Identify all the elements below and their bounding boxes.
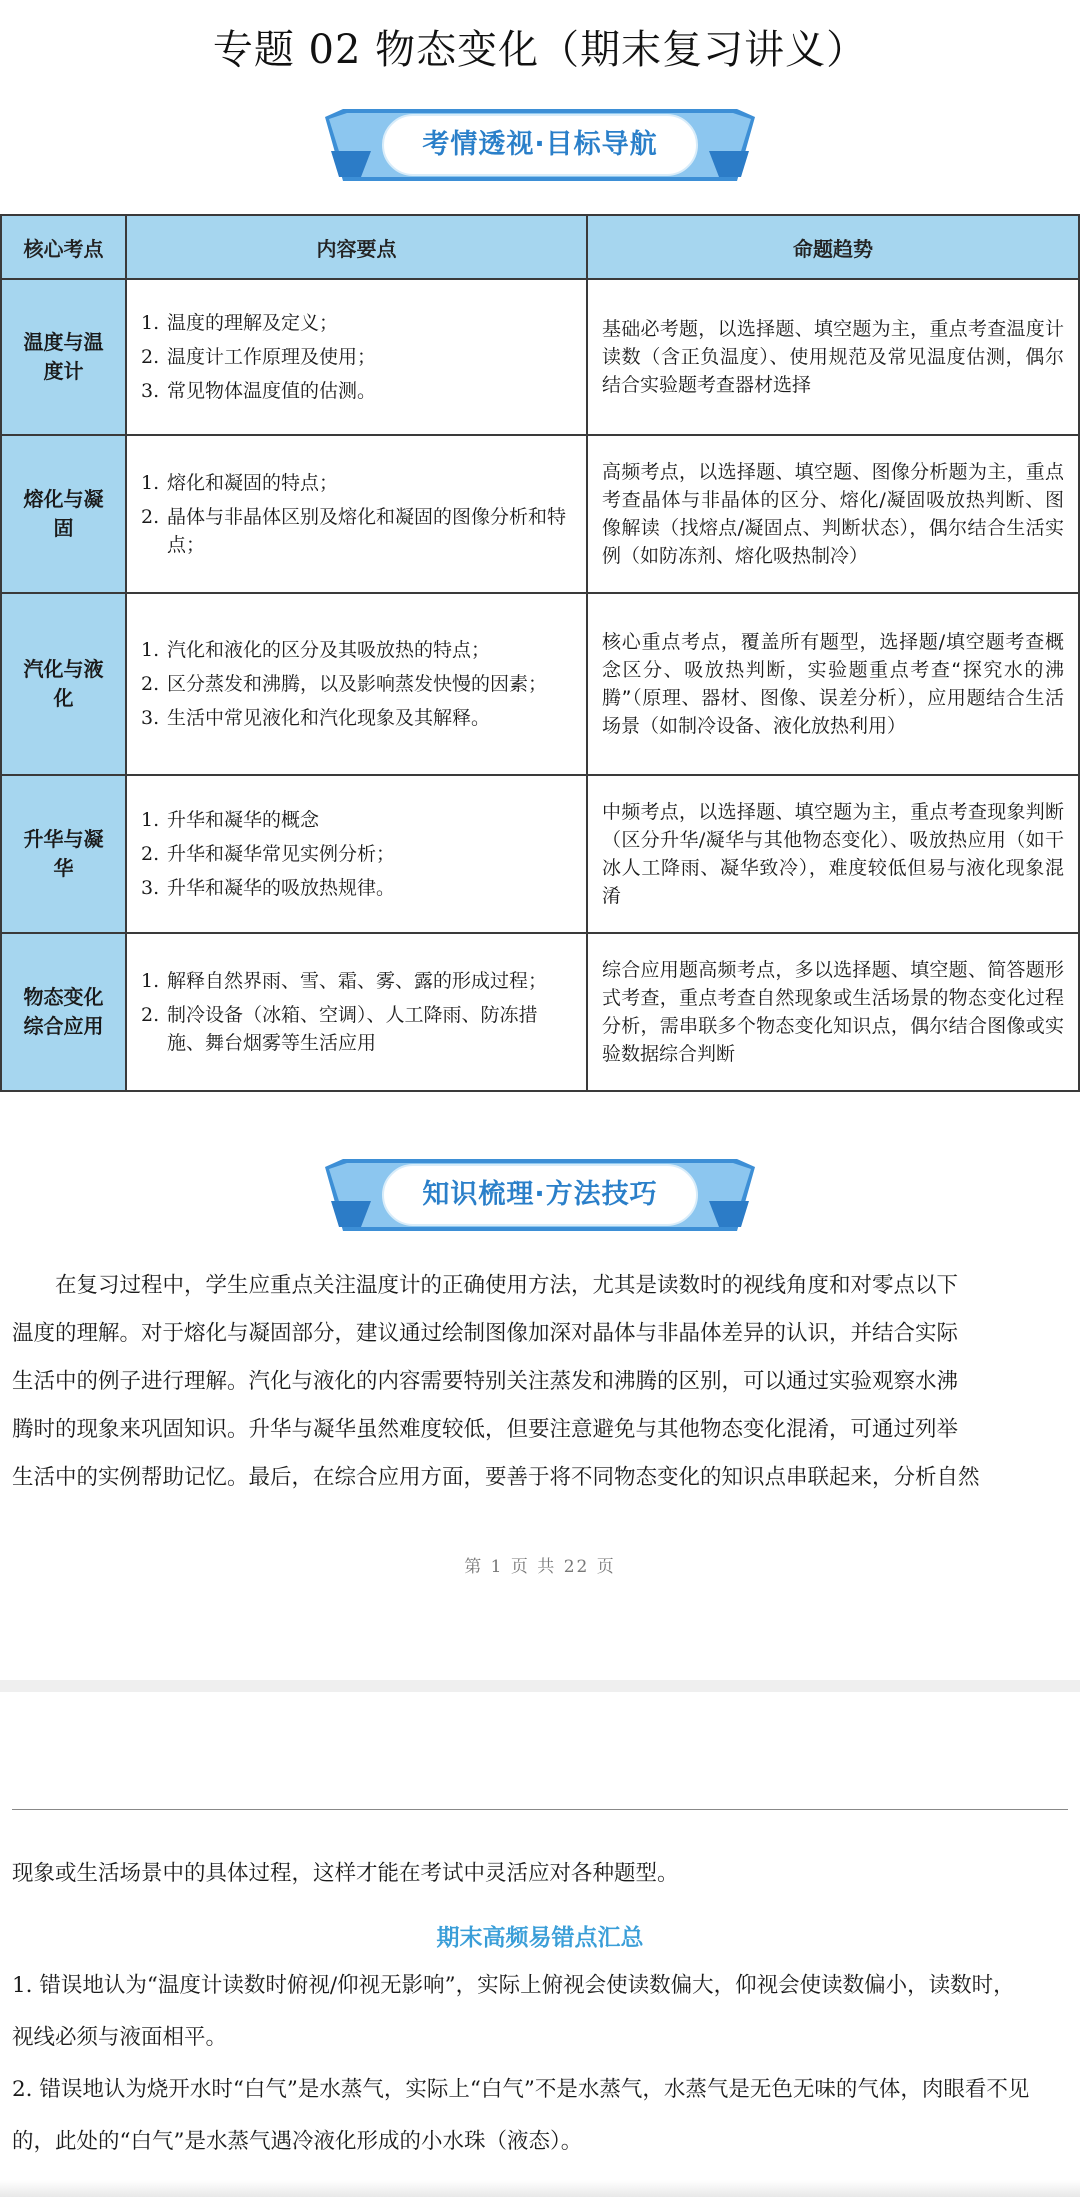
error-line: 2. 错误地认为烧开水时“白气”是水蒸气，实际上“白气”不是水蒸气，水蒸气是无色无味的气体，肉眼看不见 [12,2077,1030,2102]
page-separator [0,1680,1080,1692]
error-line: 视线必须与液面相平。 [12,2025,228,2050]
column-header-content-points: 内容要点 [126,215,587,279]
point-item: 2. 晶体与非晶体区别及熔化和凝固的图像分析和特点； [141,506,567,556]
document-page-2 [0,1692,1080,2197]
row-trend: 综合应用题高频考点，多以选择题、填空题、简答题形式考查，重点考查自然现象或生活场景的物态变化过程分析，需串联多个物态变化知识点，偶尔结合图像或实验数据综合判断 [587,933,1079,1091]
point-item: 1. 解释自然界雨、雪、霜、雾、露的形成过程； [141,970,548,992]
column-header-core-topic: 核心考点 [1,215,126,279]
point-item: 1. 温度的理解及定义； [141,312,339,334]
row-topic: 汽化与液化 [1,593,126,775]
scroll-fade [0,2180,1080,2197]
error-list [12,1960,1070,2197]
point-item: 2. 升华和凝华常见实例分析； [141,843,396,865]
point-item: 3. 常见物体温度值的估测。 [141,380,377,402]
section-title-common-errors: 期末高频易错点汇总 [436,1925,644,1951]
point-item: 2. 温度计工作原理及使用； [141,346,377,368]
table-header-row [1,215,1079,279]
paragraph-line: 生活中的例子进行理解。汽化与液化的内容需要特别关注蒸发和沸腾的区别，可以通过实验观察水沸 [12,1369,959,1394]
table-row [1,775,1079,933]
row-trend: 基础必考题，以选择题、填空题为主，重点考查温度计读数（含正负温度）、使用规范及常见温度估测，偶尔结合实验题考查器材选择 [587,279,1079,435]
row-points [126,435,587,593]
row-points [126,593,587,775]
point-item: 3. 升华和凝华的吸放热规律。 [141,877,396,899]
continuation-text: 现象或生活场景中的具体过程，这样才能在考试中灵活应对各种题型。 [12,1861,679,1886]
table-row [1,593,1079,775]
row-topic: 升华与凝华 [1,775,126,933]
row-trend: 中频考点，以选择题、填空题为主，重点考查现象判断（区分升华/凝华与其他物态变化）、吸放热应用（如干冰人工降雨、凝华致冷），难度较低但易与液化现象混淆 [587,775,1079,933]
row-points [126,775,587,933]
table-row [1,435,1079,593]
point-item: 2. 区分蒸发和沸腾，以及影响蒸发快慢的因素； [141,673,548,695]
point-item: 1. 升华和凝华的概念 [141,809,320,831]
section-banner-exam-overview [325,107,755,183]
paragraph-line: 在复习过程中，学生应重点关注温度计的正确使用方法，尤其是读数时的视线角度和对零点以下 [12,1273,959,1298]
paragraph-line: 温度的理解。对于熔化与凝固部分，建议通过绘制图像加深对晶体与非晶体差异的认识，并结合实际 [12,1321,959,1346]
banner-title: 知识梳理·方法技巧 [422,1179,658,1210]
document-title: 专题 02 物态变化（期末复习讲义） [212,27,868,73]
row-points [126,279,587,435]
row-points [126,933,587,1091]
page-number: 第 1 页 共 22 页 [464,1557,616,1577]
point-item: 1. 熔化和凝固的特点； [141,472,339,494]
table-row [1,279,1079,435]
point-item: 2. 制冷设备（冰箱、空调）、人工降雨、防冻措施、舞台烟雾等生活应用 [141,1004,538,1054]
error-line: 的，此处的“白气”是水蒸气遇冷液化形成的小水珠（液态）。 [12,2129,583,2154]
exam-overview-table [0,214,1080,1092]
header-rule [12,1809,1068,1810]
review-paragraph [12,1262,1070,1502]
row-trend: 高频考点，以选择题、填空题、图像分析题为主，重点考查晶体与非晶体的区分、熔化/凝固吸放热判断、图像解读（找熔点/凝固点、判断状态），偶尔结合生活实例（如防冻剂、熔化吸热制冷） [587,435,1079,593]
point-item: 3. 生活中常见液化和汽化现象及其解释。 [141,707,491,729]
column-header-trend: 命题趋势 [587,215,1079,279]
row-topic: 物态变化综合应用 [1,933,126,1091]
row-topic: 熔化与凝固 [1,435,126,593]
point-item: 1. 汽化和液化的区分及其吸放热的特点； [141,639,491,661]
row-trend: 核心重点考点，覆盖所有题型，选择题/填空题考查概念区分、吸放热判断，实验题重点考查“探究水的沸腾”（原理、器材、图像、误差分析），应用题结合生活场景（如制冷设备、液化放热利用） [587,593,1079,775]
table-row [1,933,1079,1091]
banner-title: 考情透视·目标导航 [422,129,658,160]
row-topic: 温度与温度计 [1,279,126,435]
paragraph-line: 腾时的现象来巩固知识。升华与凝华虽然难度较低，但要注意避免与其他物态变化混淆，可通过列举 [12,1417,959,1442]
section-banner-knowledge-review [325,1157,755,1233]
paragraph-line: 生活中的实例帮助记忆。最后，在综合应用方面，要善于将不同物态变化的知识点串联起来，分析自然 [12,1465,980,1490]
error-line: 1. 错误地认为“温度计读数时俯视/仰视无影响”，实际上俯视会使读数偏大，仰视会使读数偏小，读数时， [12,1973,1015,1998]
